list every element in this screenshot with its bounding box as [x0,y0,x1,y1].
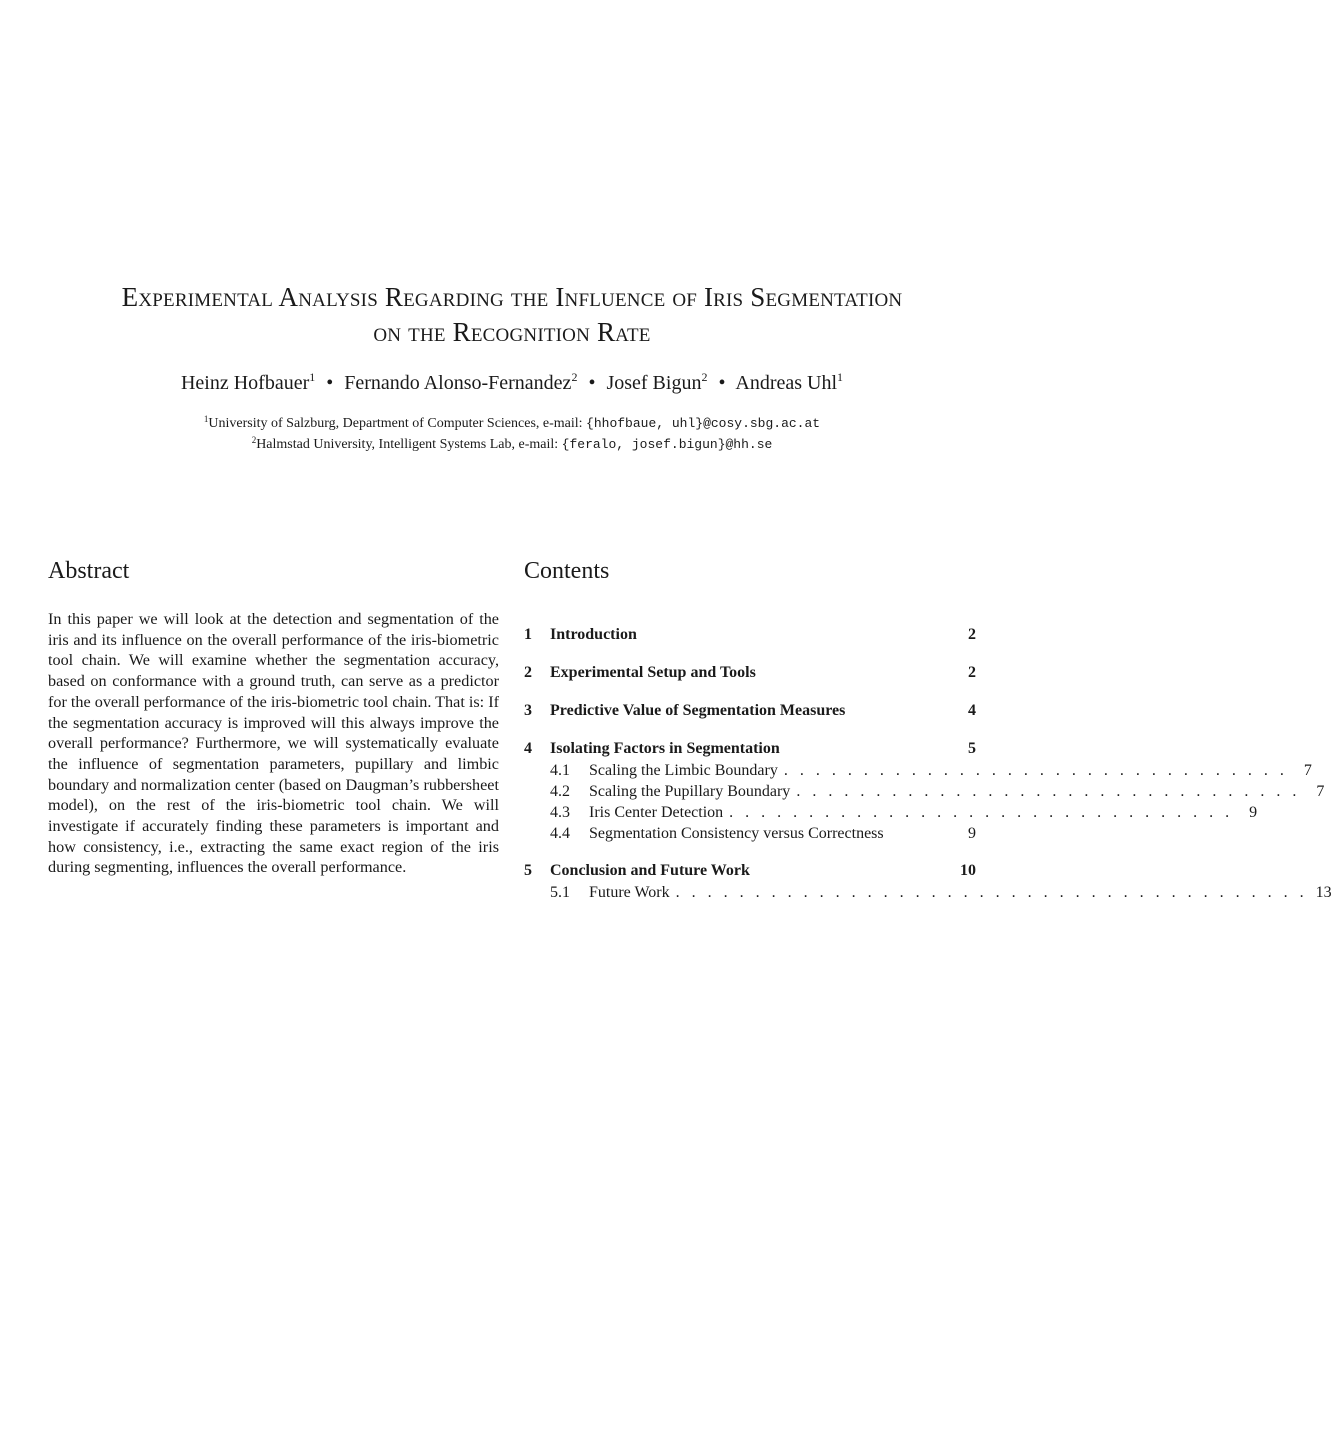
bullet-separator: • [326,372,334,394]
abstract-text: In this paper we will look at the detection and segmentation of the iris and its influence on the overall performance of the iris-biometric tool chain. We will examine whether the segmentation accuracy, based on conformance with a ground truth, can serve as a predictor for the overall performance of the iris-biometric tool chain. That is: If the segmentation accuracy is improved will this always improve the overall performance? Furthermore, we will systematically evaluate the influence of segmentation parameters, pupillary and limbic boundary and normalization center (based on Daugman’s rubbersheet model), on the rest of the iris-biometric tool chain. We will investigate if accurately finding these parameters is important and how consistency, i.e., extracting the same exact region of the iris during segmenting, influences the overall performance. [48,610,499,877]
toc-subsection-number: 4.1 [550,762,570,779]
toc-section[interactable] [524,738,976,760]
title-line-1: Experimental Analysis Regarding the Influence of Iris Segmentation [121,282,903,312]
author-name: Andreas Uhl [735,372,838,394]
affiliation-line [40,434,984,455]
toc-section-number: 3 [524,702,532,719]
toc-section[interactable] [524,860,976,882]
toc-subsection-page: 7 [1303,762,1312,779]
contents-heading: Contents [524,558,610,584]
toc-section-page: 4 [968,702,976,719]
toc-section-page: 2 [968,664,976,681]
affiliations [40,413,984,455]
title-line-2: on the Recognition Rate [373,317,651,347]
toc-subsection-title: Future Work [589,884,670,901]
affil-email: {feralo, josef.bigun}@hh.se [561,437,773,452]
affiliation-line [40,413,984,434]
toc-leader-dots: . . . . . . . . . . . . . . . . . . . . . . . . . . . . . . . . . . . . . . . . [675,884,1308,901]
affil-text: University of Salzburg, Department of Computer Sciences, e-mail: [208,416,587,431]
toc-section-number: 1 [524,626,532,643]
toc-subsection-page: 9 [1249,804,1258,821]
toc-subsection-title: Scaling the Pupillary Boundary [589,783,791,800]
affil-text: Halmstad University, Intelligent Systems Lab, e-mail: [256,437,562,452]
toc-section-title: Predictive Value of Segmentation Measures [550,702,846,719]
toc-section-title: Isolating Factors in Segmentation [550,740,780,757]
toc-section[interactable] [524,662,976,684]
toc-section-page: 10 [960,862,976,879]
toc-subsection[interactable] [524,781,1325,802]
toc-subsection-number: 4.3 [550,804,570,821]
toc-subsection-page: 9 [968,825,976,842]
toc-leader-dots: . . . . . . . . . . . . . . . . . . . . . . . . . . . . . . . . [783,762,1288,779]
author-affil-mark: 2 [571,370,578,384]
toc-leader-dots: . . . . . . . . . . . . . . . . . . . . . . . . . . . . . . . . [729,804,1234,821]
toc-leader-dots: . . . . . . . . . . . . . . . . . . . . . . . . . . . . . . . . [796,783,1301,800]
toc-subsection-title: Iris Center Detection [589,804,724,821]
toc-subsection[interactable] [524,823,976,844]
toc-subsection[interactable] [524,882,1332,903]
affil-email: {hhofbaue, uhl}@cosy.sbg.ac.at [586,416,821,431]
toc-subsection-page: 13 [1315,884,1332,901]
toc-section-number: 2 [524,664,532,681]
toc-section[interactable] [524,700,976,722]
toc-subsection[interactable] [524,760,1312,781]
author-name: Fernando Alonso-Fernandez [344,372,572,394]
author-name: Heinz Hofbauer [180,372,310,394]
toc-subsection-number: 4.4 [550,825,570,842]
toc-subsection[interactable] [524,802,1258,823]
affil-mark: 2 [251,435,257,445]
paper-title [40,280,984,350]
toc-section-page: 5 [968,740,976,757]
bullet-separator: • [718,372,726,394]
toc-subsection-page: 7 [1316,783,1325,800]
toc-section-number: 4 [524,740,532,757]
toc-section-number: 5 [524,862,532,879]
toc-section-title: Experimental Setup and Tools [550,664,756,681]
author-list [40,372,984,395]
toc-section-title: Conclusion and Future Work [550,862,750,879]
author-affil-mark: 1 [309,370,316,384]
toc-section-page: 2 [968,626,976,643]
toc-subsection-title: Scaling the Limbic Boundary [589,762,778,779]
affil-mark: 1 [203,414,209,424]
toc-section-title: Introduction [550,626,637,643]
table-of-contents [524,624,1332,903]
author-affil-mark: 1 [837,370,844,384]
toc-subsection-title: Segmentation Consistency versus Correctness [589,825,884,842]
bullet-separator: • [588,372,596,394]
toc-subsection-number: 4.2 [550,783,570,800]
abstract-heading: Abstract [48,558,130,584]
toc-section[interactable] [524,624,976,646]
toc-subsection-number: 5.1 [550,884,570,901]
author-affil-mark: 2 [701,370,708,384]
author-name: Josef Bigun [606,372,702,394]
